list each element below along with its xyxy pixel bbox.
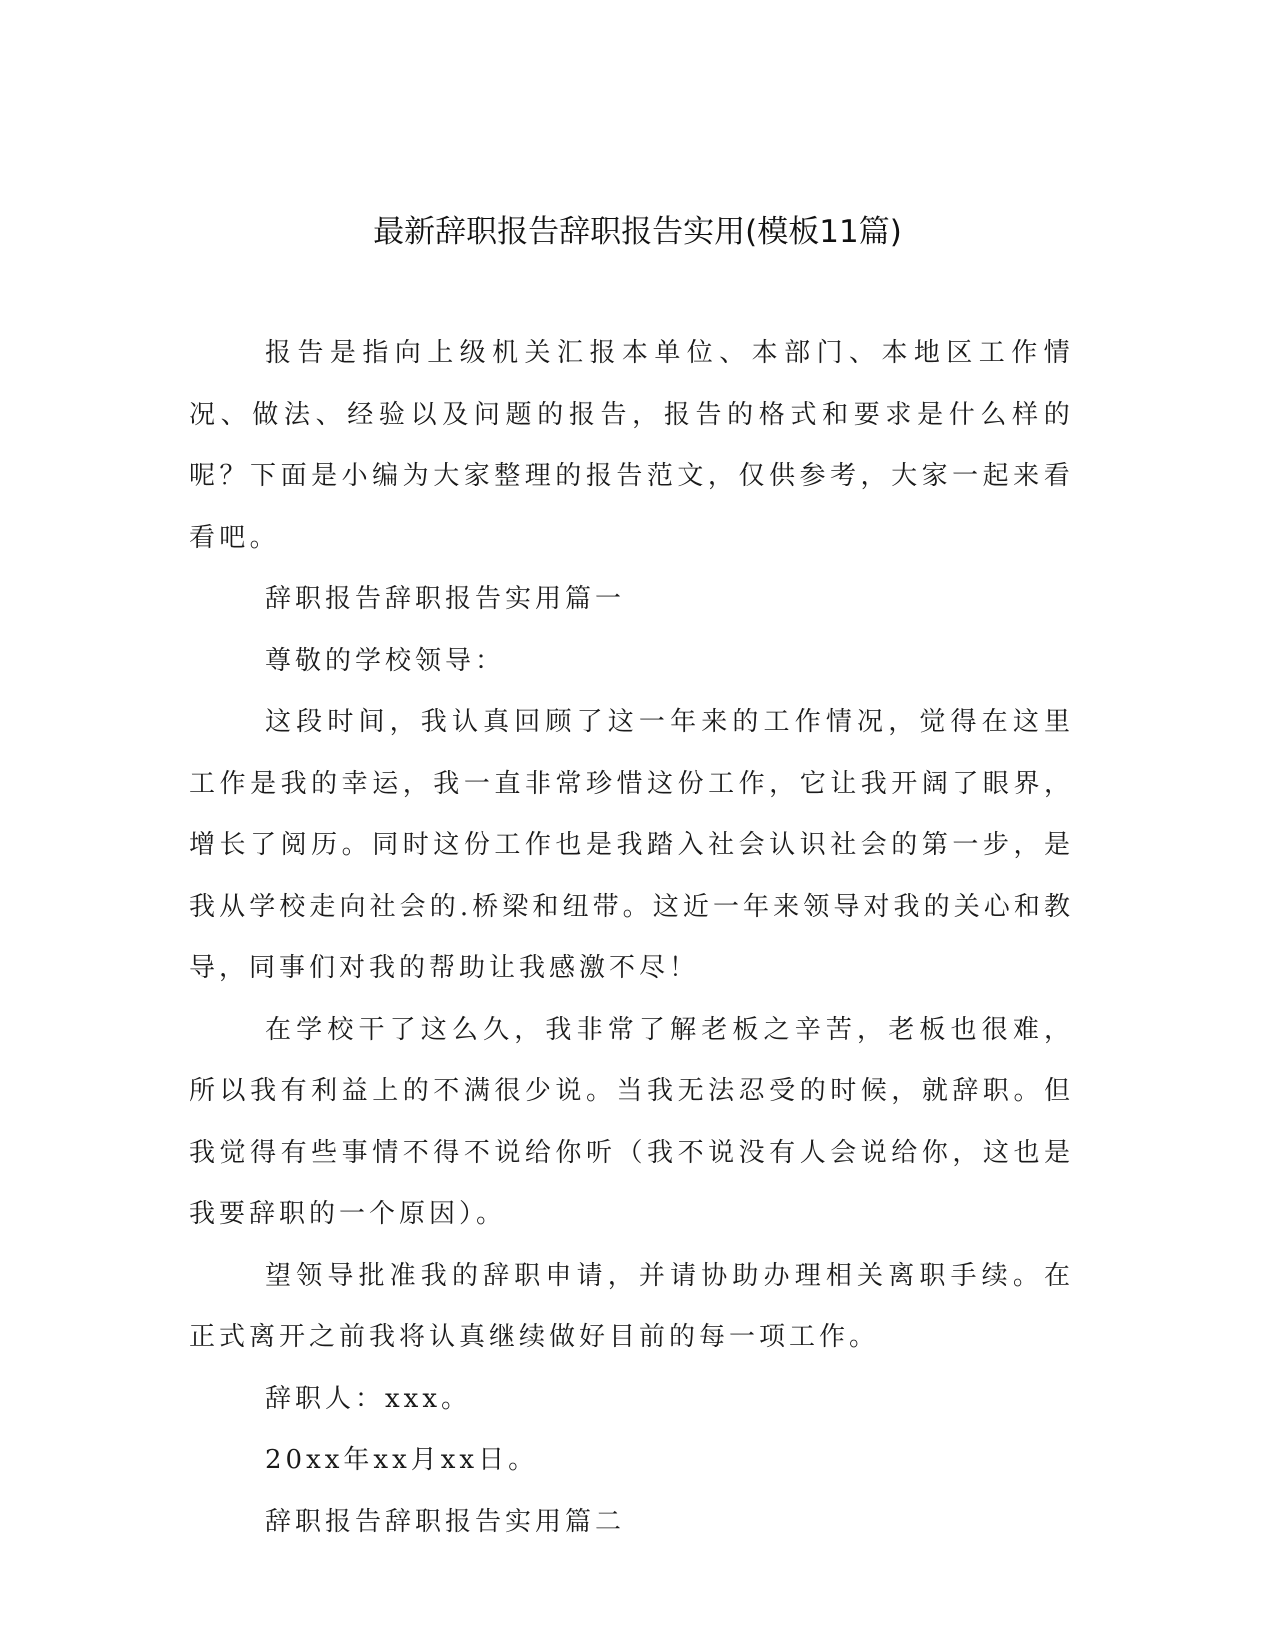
signature-line: 辞职人：xxx。 (265, 1383, 471, 1414)
body-paragraph: 望领导批准我的辞职申请，并请协助办理相关离职手续。在正式离开之前我将认真继续做好目前的每一项工作。 (189, 1260, 1074, 1352)
date-line: 20xx年xx月xx日。 (265, 1445, 539, 1475)
body-paragraph: 在学校干了这么久，我非常了解老板之辛苦，老板也很难，所以我有利益上的不满很少说。当我无法忍受的时候，就辞职。但我觉得有些事情不得不说给你听（我不说没有人会说给你，这也是我要辞职的一个原因）。 (189, 1014, 1074, 1229)
section-heading-1: 辞职报告辞职报告实用篇一 (265, 584, 626, 614)
document-title: 最新辞职报告辞职报告实用(模板11篇) (373, 214, 902, 250)
body-paragraph: 这段时间，我认真回顾了这一年来的工作情况，觉得在这里工作是我的幸运，我一直非常珍惜这份工作，它让我开阔了眼界，增长了阅历。同时这份工作也是我踏入社会认识社会的第一步，是我从学校走向社会的.桥梁和纽带。这近一年来领导对我的关心和教导，同事们对我的帮助让我感激不尽！ (189, 707, 1074, 983)
section-heading-2: 辞职报告辞职报告实用篇二 (265, 1506, 626, 1537)
intro-paragraph: 报告是指向上级机关汇报本单位、本部门、本地区工作情况、做法、经验以及问题的报告，报告的格式和要求是什么样的呢？下面是小编为大家整理的报告范文，仅供参考，大家一起来看看吧。 (189, 338, 1074, 553)
document-body (189, 323, 1074, 1553)
salutation: 尊敬的学校领导： (265, 645, 506, 676)
